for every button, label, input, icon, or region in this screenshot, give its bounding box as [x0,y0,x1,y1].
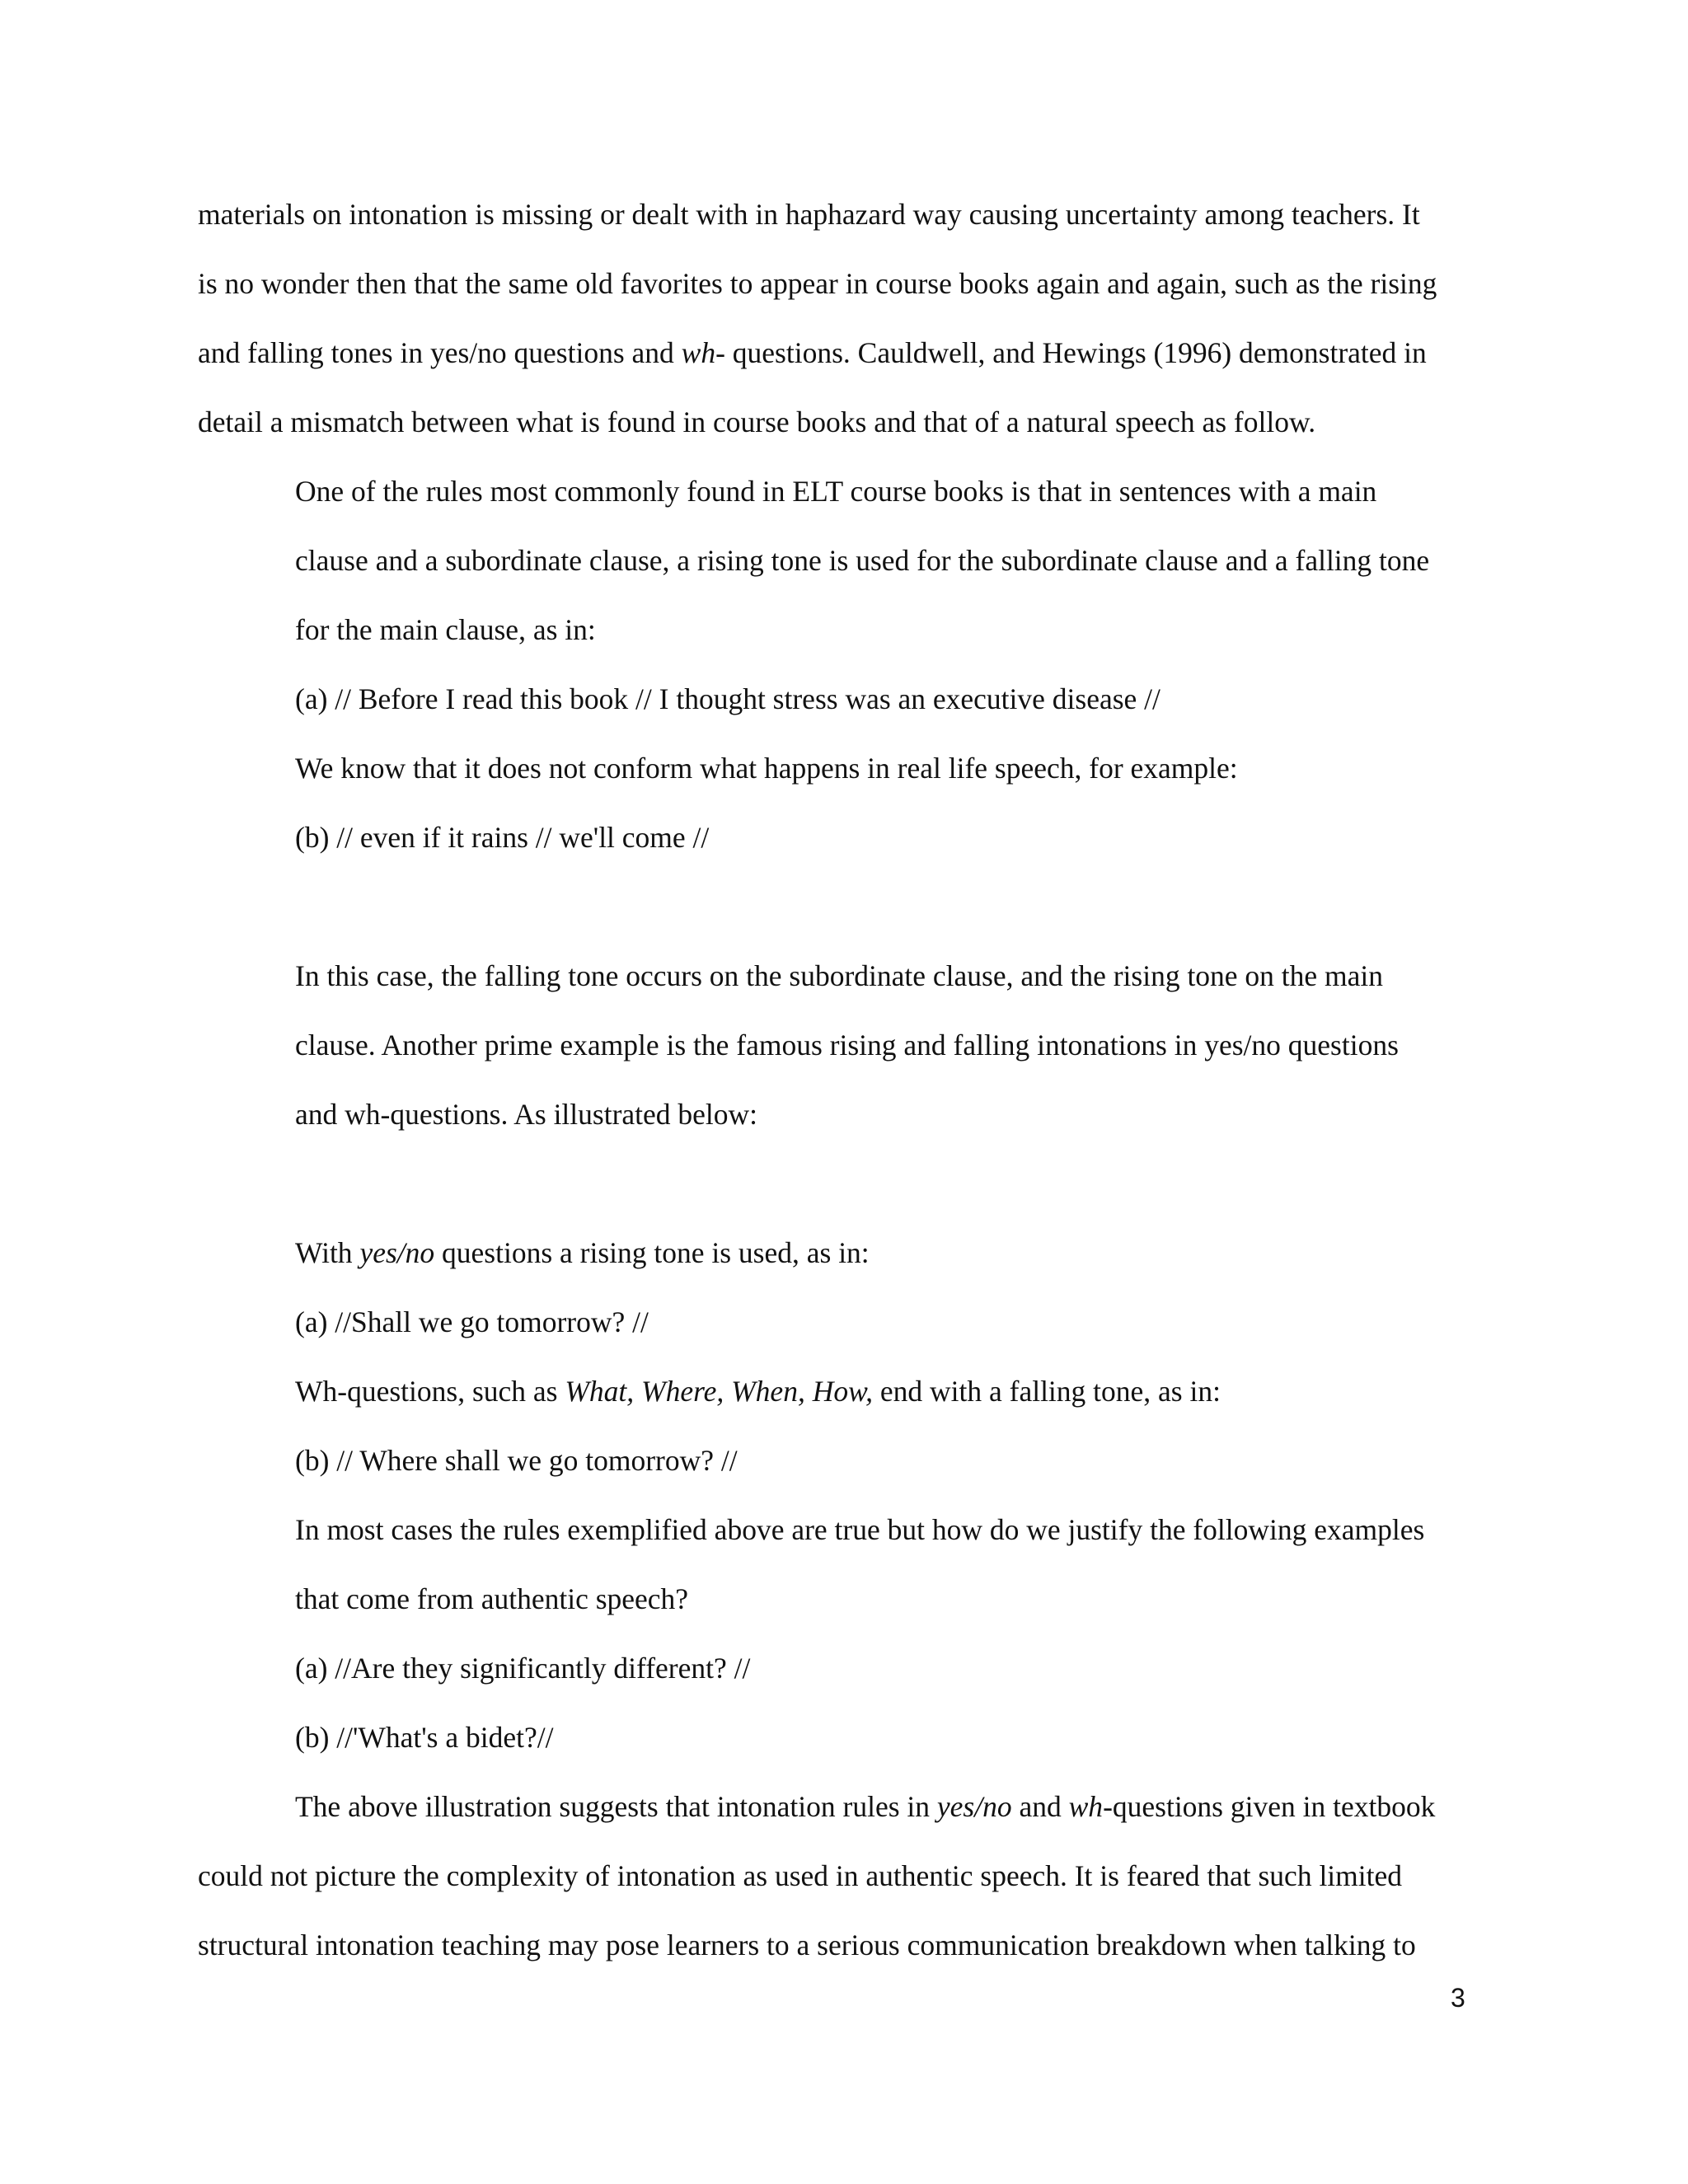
text-run: and wh-questions. As illustrated below: [295,1098,758,1131]
text-run: materials on intonation is missing or dealt with in haphazard way causing uncertainty among teachers. It [198,198,1420,231]
text-run: clause and a subordinate clause, a rising tone is used for the subordinate clause and a falling tone [295,544,1430,577]
text-run: With [295,1236,360,1269]
page-number: 3 [1451,1983,1465,2013]
example-line [295,1304,649,1340]
italic-term: yes/no [359,1236,435,1269]
text-run: Wh-questions, such as [295,1375,565,1408]
quote-line [295,1027,1399,1063]
text-run: (a) // Before I read this book // I thought stress was an executive disease // [295,682,1160,715]
text-run: questions a rising tone is used, as in: [434,1236,870,1269]
example-line [295,819,709,855]
text-run: could not picture the complexity of intonation as used in authentic speech. It is feared that such limited [198,1859,1403,1892]
text-run: One of the rules most commonly found in ELT course books is that in sentences with a main [295,475,1377,508]
paragraph-line [198,404,1315,440]
paragraph-line [198,335,1427,371]
example-line [295,1719,553,1755]
text-run: -questions given in textbook [1103,1790,1436,1823]
text-run: structural intonation teaching may pose learners to a serious communication breakdown when talking to [198,1929,1416,1961]
text-run: for the main clause, as in: [295,613,596,646]
quote-line [295,1581,688,1617]
text-run: (b) // even if it rains // we'll come // [295,821,710,854]
italic-term: yes/no [936,1790,1012,1823]
quote-line [295,1373,1221,1409]
text-run: questions. Cauldwell, and Hewings (1996) demonstrated in [724,336,1427,369]
text-run: that come from authentic speech? [295,1582,689,1615]
text-run: The above illustration suggests that intonation rules in [295,1790,937,1823]
text-run: (a) //Shall we go tomorrow? // [295,1305,649,1338]
quote-line [295,958,1383,994]
quote-line [295,1096,757,1132]
paragraph-line [198,196,1420,232]
quote-line [295,612,596,648]
quote-line [295,1511,1424,1548]
quote-line [295,542,1429,579]
text-run: clause. Another prime example is the famous rising and falling intonations in yes/no questions [295,1029,1399,1062]
example-line [295,1442,738,1479]
paragraph-line [198,1858,1402,1894]
italic-term: What, Where, When, How, [565,1375,873,1408]
paragraph-line [198,265,1437,302]
text-run: and [1011,1790,1069,1823]
quote-line [295,1235,870,1271]
italic-term: wh- [681,336,725,369]
paragraph-line [295,1788,1435,1825]
text-run: We know that it does not conform what happens in real life speech, for example: [295,752,1238,785]
text-run: end with a falling tone, as in: [873,1375,1221,1408]
text-run: detail a mismatch between what is found in course books and that of a natural speech as follow. [198,405,1316,438]
quote-line [295,750,1238,786]
text-run: is no wonder then that the same old favorites to appear in course books again and again, such as the rising [198,267,1437,300]
paragraph-line [198,1927,1416,1963]
text-run: and falling tones in yes/no questions and [198,336,682,369]
text-run: (b) // Where shall we go tomorrow? // [295,1444,738,1477]
text-run: In most cases the rules exemplified above are true but how do we justify the following examples [295,1513,1425,1546]
example-line [295,1650,750,1686]
quote-line [295,473,1376,509]
example-line [295,681,1160,717]
italic-term: wh [1068,1790,1104,1823]
text-run: (b) //'What's a bidet?// [295,1721,554,1754]
text-run: (a) //Are they significantly different? // [295,1652,751,1685]
text-run: In this case, the falling tone occurs on the subordinate clause, and the rising tone on the main [295,959,1384,992]
